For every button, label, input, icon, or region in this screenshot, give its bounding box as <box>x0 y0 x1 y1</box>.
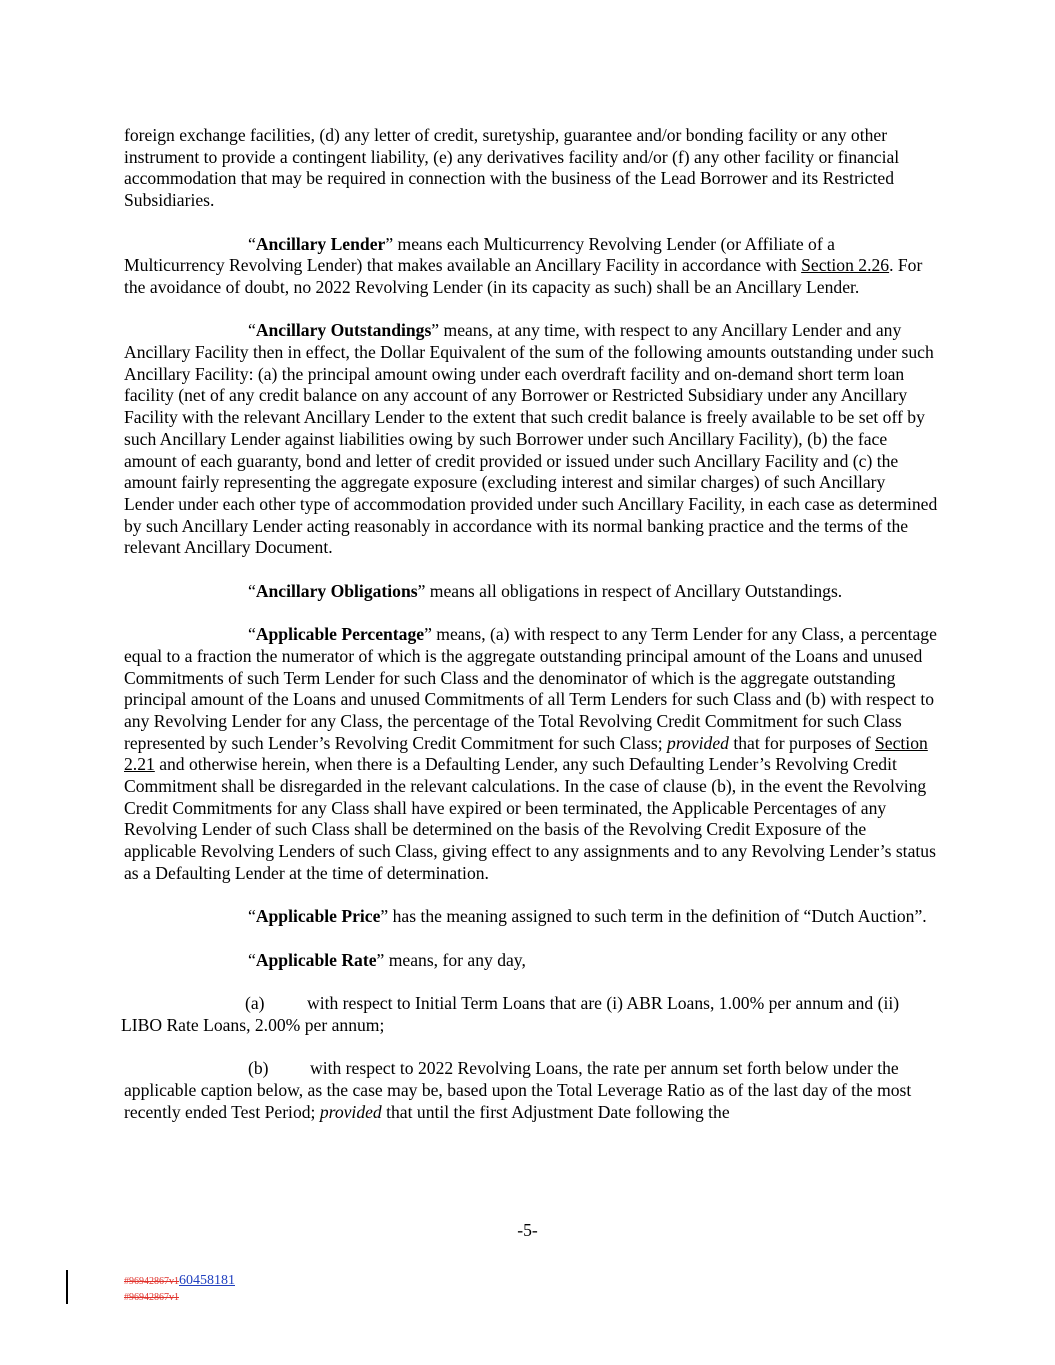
definition-text: ” means all obligations in respect of Ancillary Outstandings. <box>417 580 843 601</box>
open-quote: “ <box>248 624 256 645</box>
definition-text: that for purposes of <box>728 732 876 753</box>
open-quote: “ <box>248 906 256 927</box>
definition-applicable-rate <box>124 950 939 972</box>
definition-applicable-percentage <box>124 624 939 884</box>
definition-ancillary-obligations <box>124 581 939 603</box>
open-quote: “ <box>248 320 256 341</box>
definition-text: . For the avoidance of doubt, no 2022 Revolving Lender (in its capacity as such) shall be an Ancillary Lender. <box>124 255 923 297</box>
definition-ancillary-lender <box>124 234 939 299</box>
definition-text: ” means each Multicurrency Revolving Lender (or Affiliate of a Multicurrency Revolving Lender) that makes available an Ancillary Facility in accordance with <box>124 233 835 276</box>
clause-label: (b) <box>248 1058 269 1079</box>
clause-text: that until the first Adjustment Date following the <box>381 1101 730 1122</box>
definition-text: ” means, for any day, <box>376 949 526 970</box>
inserted-doc-id: 60458181 <box>179 1273 235 1288</box>
deleted-doc-id: #96942867v1 <box>124 1276 179 1287</box>
defined-term: Applicable Rate <box>255 949 377 970</box>
paragraph-text: foreign exchange facilities, (d) any letter of credit, suretyship, guarantee and/or bonding facility or any other instrument to provide a contingent liability, (e) any derivatives facility and/or (f) any other facility or financial accommodation that may be required in connection with the business of the Lead Borrower and its Restricted Subsidiaries. <box>124 125 900 211</box>
page-number: -5- <box>517 1220 538 1240</box>
page-body <box>121 125 939 1145</box>
definition-text: ” has the meaning assigned to such term in the definition of “Dutch Auction”. <box>380 906 927 927</box>
clause-a <box>121 993 939 1036</box>
defined-term: Applicable Percentage <box>255 624 425 645</box>
open-quote: “ <box>248 580 256 601</box>
clause-label: (a) <box>245 993 265 1014</box>
definition-text: ” means, (a) with respect to any Term Lender for any Class, a percentage equal to a fraction the numerator of which is the aggregate outstanding principal amount of the Loans and unused Commitments of such Term Lender for such Class and the denominator of which is the aggregate outstanding principal amount of the Loans and unused Commitments of all Term Lenders for such Class and (b) with respect to any Revolving Lender for any Class, the percentage of the Total Revolving Credit Commitment for such Class represented by such Lender’s Revolving Credit Commitment for such Class; <box>124 624 937 753</box>
document-footer <box>124 1273 235 1305</box>
clause-b <box>124 1058 939 1123</box>
deleted-doc-id: #96942867v1 <box>124 1292 179 1303</box>
defined-term: Ancillary Obligations <box>255 580 418 601</box>
definition-text: ” means, at any time, with respect to any Ancillary Lender and any Ancillary Facility then in effect, the Dollar Equivalent of the sum of the following amounts outstanding under such Ancillary Facility: (a) the principal amount owing under each overdraft facility and on-demand short term loan facility (net of any credit balance on any account of any Borrower or Restricted Subsidiary under any Ancillary Facility with the relevant Ancillary Lender to the extent that such credit balance is freely available to be set off by such Ancillary Lender against liabilities owing by such Borrower under such Ancillary Facility), (b) the face amount of each guaranty, bond and letter of credit provided or issued under such Ancillary Facility and (c) the amount fairly representing the aggregate exposure (excluding interest and similar charges) of such Ancillary Lender under each other type of accommodation provided under such Ancillary Facility, in each case as determined by such Ancillary Lender acting reasonably in accordance with its normal banking practice and the terms of the relevant Ancillary Document. <box>124 320 938 558</box>
section-reference: Section 2.21 <box>124 732 928 775</box>
clause-text: with respect to Initial Term Loans that are (i) ABR Loans, 1.00% per annum and (ii) LIBO Rate Loans, 2.00% per annum; <box>121 993 900 1035</box>
definition-applicable-price <box>124 906 939 928</box>
defined-term: Ancillary Outstandings <box>255 320 432 341</box>
defined-term: Ancillary Lender <box>255 233 386 254</box>
open-quote: “ <box>248 233 256 254</box>
defined-term: Applicable Price <box>255 906 381 927</box>
definition-text: and otherwise herein, when there is a Defaulting Lender, any such Defaulting Lender’s Revolving Credit Commitment shall be disregarded in the relevant calculations. In the case of clause (b), in the event the Revolving Credit Commitments for any Class shall have expired or been terminated, the Applicable Percentages of any Revolving Lender of such Class shall be determined on the basis of the Revolving Credit Exposure of the applicable Revolving Lenders of such Class, giving effect to any assignments and to any Revolving Lender’s status as a Defaulting Lender at the time of determination. <box>124 754 936 883</box>
paragraph-continuation <box>124 125 939 212</box>
section-reference: Section 2.26 <box>801 255 890 276</box>
footer-doc-id-line <box>124 1273 235 1289</box>
footer-doc-id-line-2 <box>124 1289 235 1305</box>
proviso-word: provided <box>319 1101 382 1122</box>
change-bar <box>66 1270 68 1304</box>
clause-text: with respect to 2022 Revolving Loans, the rate per annum set forth below under the applicable caption below, as the case may be, based upon the Total Leverage Ratio as of the last day of the most recently ended Test Period; <box>124 1058 912 1122</box>
open-quote: “ <box>248 949 256 970</box>
definition-ancillary-outstandings <box>124 320 939 559</box>
proviso-word: provided <box>667 732 729 753</box>
